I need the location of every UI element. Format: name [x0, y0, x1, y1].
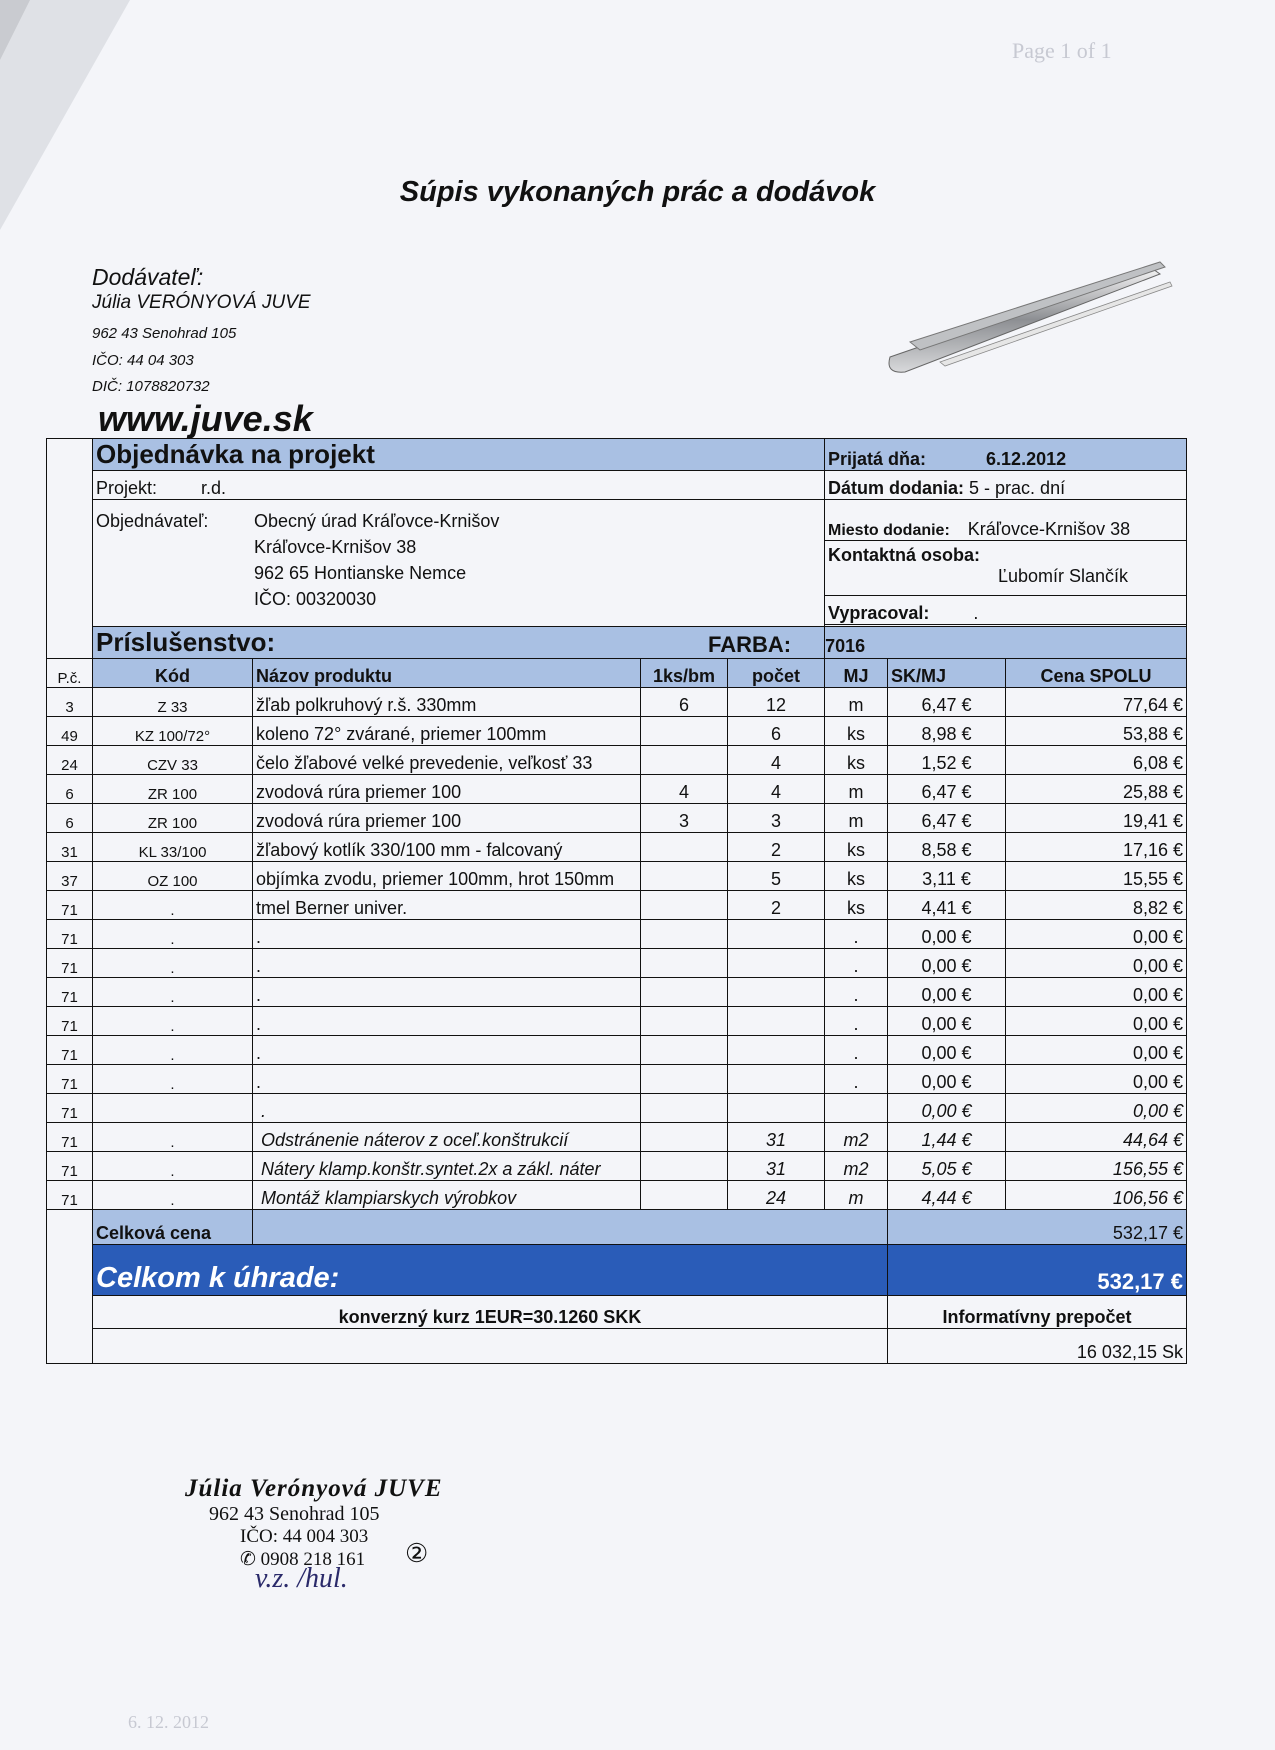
stamp-ico: IČO: 44 004 303 — [240, 1526, 369, 1547]
table-row — [47, 717, 1187, 746]
row-total: 0,00 € — [1006, 1065, 1187, 1094]
row-pieces — [641, 717, 728, 746]
delivery-place-cell — [825, 500, 1187, 541]
row-unit: m — [825, 804, 888, 833]
row-total: 0,00 € — [1006, 978, 1187, 1007]
col-pieces: 1ks/bm — [641, 659, 728, 688]
row-total: 19,41 € — [1006, 804, 1187, 833]
row-total: 77,64 € — [1006, 688, 1187, 717]
row-total: 25,88 € — [1006, 775, 1187, 804]
row-unit-price: 6,47 € — [888, 804, 1006, 833]
table-row — [47, 1152, 1187, 1181]
row-count: 4 — [728, 746, 825, 775]
row-product-name: . — [253, 920, 641, 949]
row-count — [728, 949, 825, 978]
row-product-name: Montáž klampiarskych výrobkov — [253, 1181, 641, 1210]
total-spacer — [253, 1210, 888, 1245]
bleed-through-page-number: Page 1 of 1 — [1012, 38, 1112, 63]
supplier-ico: IČO: 44 04 303 — [92, 352, 194, 369]
row-pieces — [641, 1123, 728, 1152]
row-pc: 24 — [47, 746, 93, 775]
prepared-cell — [825, 596, 1187, 625]
stamp-address: 962 43 Senohrad 105 — [209, 1503, 380, 1525]
row-pieces: 6 — [641, 688, 728, 717]
row-count: 5 — [728, 862, 825, 891]
row-pc: 49 — [47, 717, 93, 746]
color-cell — [708, 627, 1187, 659]
row-code: . — [93, 1123, 253, 1152]
row-code — [93, 1094, 253, 1123]
row-code: Z 33 — [93, 688, 253, 717]
row-unit-price: 0,00 € — [888, 1065, 1006, 1094]
row-product-name: . — [253, 1036, 641, 1065]
folded-corner-shadow — [0, 0, 30, 60]
row-code: . — [93, 949, 253, 978]
table-row — [47, 949, 1187, 978]
row-unit: ks — [825, 833, 888, 862]
row-code: . — [93, 891, 253, 920]
order-table — [46, 438, 1187, 1364]
row-product-name: . — [253, 949, 641, 978]
row-pc: 31 — [47, 833, 93, 862]
row-pieces — [641, 1152, 728, 1181]
row-unit: ks — [825, 717, 888, 746]
accessories-heading: Príslušenstvo: — [93, 627, 825, 659]
contact-cell — [825, 541, 1187, 596]
delivery-date-value: 5 - prac. dní — [969, 478, 1066, 498]
exchange-rate: konverzný kurz 1EUR=30.1260 SKK — [93, 1296, 888, 1329]
table-row — [47, 1094, 1187, 1123]
row-unit-price: 1,52 € — [888, 746, 1006, 775]
row-pc: 71 — [47, 949, 93, 978]
row-product-name: . — [253, 1007, 641, 1036]
row-product-name: . — [253, 978, 641, 1007]
row-product-name: tmel Berner univer. — [253, 891, 641, 920]
row-code: CZV 33 — [93, 746, 253, 775]
received-cell — [825, 439, 1187, 471]
row-code: . — [93, 1181, 253, 1210]
customer-line-1: Obecný úrad Kráľovce-Krnišov — [254, 511, 500, 531]
customer-cell — [93, 500, 825, 627]
row-count — [728, 920, 825, 949]
info-conversion-value: 16 032,15 Sk — [888, 1329, 1187, 1364]
row-unit-price: 3,11 € — [888, 862, 1006, 891]
row-unit-price: 8,98 € — [888, 717, 1006, 746]
customer-line-2: Kráľovce-Krnišov 38 — [254, 537, 417, 557]
row-pc: 37 — [47, 862, 93, 891]
row-unit: m2 — [825, 1123, 888, 1152]
row-pc: 71 — [47, 978, 93, 1007]
row-unit: m — [825, 1181, 888, 1210]
row-code: OZ 100 — [93, 862, 253, 891]
row-pc: 3 — [47, 688, 93, 717]
row-count — [728, 1036, 825, 1065]
table-row — [47, 775, 1187, 804]
row-product-name: Nátery klamp.konštr.syntet.2x a zákl. náter — [253, 1152, 641, 1181]
row-total: 8,82 € — [1006, 891, 1187, 920]
row-product-name: koleno 72° zvárané, priemer 100mm — [253, 717, 641, 746]
row-pc: 71 — [47, 891, 93, 920]
row-pieces — [641, 891, 728, 920]
row-pc: 71 — [47, 1152, 93, 1181]
project-label: Projekt: — [96, 478, 158, 498]
color-value: 7016 — [825, 636, 866, 656]
row-unit: m2 — [825, 1152, 888, 1181]
row-unit: . — [825, 978, 888, 1007]
row-unit-price: 0,00 € — [888, 920, 1006, 949]
row-code: KL 33/100 — [93, 833, 253, 862]
row-unit-price: 5,05 € — [888, 1152, 1006, 1181]
row-unit: . — [825, 1036, 888, 1065]
row-unit-price: 0,00 € — [888, 949, 1006, 978]
total-value: 532,17 € — [888, 1210, 1187, 1245]
customer-line-4: IČO: 00320030 — [254, 589, 377, 609]
row-count: 4 — [728, 775, 825, 804]
table-row — [47, 978, 1187, 1007]
row-pieces: 3 — [641, 804, 728, 833]
order-heading: Objednávka na projekt — [93, 439, 825, 471]
row-count: 6 — [728, 717, 825, 746]
totals-margin-cell — [47, 1210, 93, 1364]
total-label: Celková cena — [93, 1210, 253, 1245]
row-code: . — [93, 920, 253, 949]
row-pc: 71 — [47, 1036, 93, 1065]
row-code: ZR 100 — [93, 804, 253, 833]
col-total: Cena SPOLU — [1006, 659, 1187, 688]
row-pieces: 4 — [641, 775, 728, 804]
item-rows — [47, 688, 1187, 1210]
row-code: . — [93, 1007, 253, 1036]
signature-stamp — [185, 1475, 443, 1595]
row-product-name: žľab polkruhový r.š. 330mm — [253, 688, 641, 717]
row-code: . — [93, 978, 253, 1007]
color-label: FARBA: — [708, 632, 792, 657]
row-code: ZR 100 — [93, 775, 253, 804]
row-pieces — [641, 1065, 728, 1094]
bleed-through-date: 6. 12. 2012 — [128, 1712, 209, 1732]
row-pc: 71 — [47, 1094, 93, 1123]
row-product-name: žľabový kotlík 330/100 mm - falcovaný — [253, 833, 641, 862]
row-count: 3 — [728, 804, 825, 833]
conversion-spacer — [93, 1329, 888, 1364]
delivery-date-label: Dátum dodania: — [828, 478, 965, 498]
row-code: . — [93, 1036, 253, 1065]
row-total: 15,55 € — [1006, 862, 1187, 891]
row-unit-price: 6,47 € — [888, 775, 1006, 804]
table-row — [47, 920, 1187, 949]
table-row — [47, 833, 1187, 862]
row-product-name: . — [253, 1065, 641, 1094]
row-pieces — [641, 746, 728, 775]
row-pc: 71 — [47, 920, 93, 949]
row-unit-price: 0,00 € — [888, 1007, 1006, 1036]
row-total: 0,00 € — [1006, 1094, 1187, 1123]
delivery-date-cell — [825, 471, 1187, 500]
row-unit: . — [825, 1065, 888, 1094]
row-pieces — [641, 862, 728, 891]
row-unit-price: 4,41 € — [888, 891, 1006, 920]
row-total: 0,00 € — [1006, 1036, 1187, 1065]
prepared-label: Vypracoval: — [828, 603, 930, 623]
row-unit-price: 0,00 € — [888, 1094, 1006, 1123]
stamp-phone: ✆ 0908 218 161 — [240, 1549, 366, 1570]
row-count: 12 — [728, 688, 825, 717]
stamp-name: Júlia Verónyová JUVE — [185, 1475, 443, 1502]
row-pc: 71 — [47, 1007, 93, 1036]
supplier-website: www.juve.sk — [98, 398, 313, 439]
col-pc: P.č. — [47, 659, 93, 688]
row-product-name: Odstránenie náterov z oceľ.konštrukcií — [253, 1123, 641, 1152]
table-row — [47, 746, 1187, 775]
row-total: 44,64 € — [1006, 1123, 1187, 1152]
row-unit: m — [825, 775, 888, 804]
amount-due-label: Celkom k úhrade: — [93, 1245, 888, 1296]
row-unit: ks — [825, 862, 888, 891]
row-count — [728, 1094, 825, 1123]
customer-line-3: 962 65 Hontianske Nemce — [254, 563, 467, 583]
row-total: 0,00 € — [1006, 949, 1187, 978]
row-unit-price: 4,44 € — [888, 1181, 1006, 1210]
row-total: 6,08 € — [1006, 746, 1187, 775]
supplier-dic: DIČ: 1078820732 — [92, 378, 210, 395]
row-product-name: objímka zvodu, priemer 100mm, hrot 150mm — [253, 862, 641, 891]
row-total: 53,88 € — [1006, 717, 1187, 746]
row-total: 0,00 € — [1006, 1007, 1187, 1036]
supplier-label: Dodávateľ: — [92, 264, 204, 290]
received-value: 6.12.2012 — [986, 449, 1067, 469]
row-unit-price: 1,44 € — [888, 1123, 1006, 1152]
info-conversion-label: Informatívny prepočet — [888, 1296, 1187, 1329]
signature-scribble: v.z. /hul. — [255, 1563, 348, 1594]
row-pieces — [641, 978, 728, 1007]
row-total: 156,55 € — [1006, 1152, 1187, 1181]
table-row — [47, 891, 1187, 920]
project-cell — [93, 471, 825, 500]
row-count: 24 — [728, 1181, 825, 1210]
supplier-name: Júlia VERÓNYOVÁ JUVE — [92, 292, 311, 313]
row-pieces — [641, 1007, 728, 1036]
col-unit-price: SK/MJ — [888, 659, 1006, 688]
row-count: 2 — [728, 891, 825, 920]
col-count: počet — [728, 659, 825, 688]
row-product-name: čelo žľabové velké prevedenie, veľkosť 33 — [253, 746, 641, 775]
row-unit: . — [825, 920, 888, 949]
row-unit-price: 0,00 € — [888, 978, 1006, 1007]
row-total: 106,56 € — [1006, 1181, 1187, 1210]
row-count: 31 — [728, 1123, 825, 1152]
row-unit: . — [825, 949, 888, 978]
table-row — [47, 1181, 1187, 1210]
row-unit: m — [825, 688, 888, 717]
row-product-name: zvodová rúra priemer 100 — [253, 804, 641, 833]
supplier-address: 962 43 Senohrad 105 — [92, 325, 237, 342]
row-product-name: zvodová rúra priemer 100 — [253, 775, 641, 804]
delivery-place-value: Kráľovce-Krnišov 38 — [967, 519, 1131, 539]
row-pieces — [641, 1094, 728, 1123]
row-code: . — [93, 1065, 253, 1094]
row-pc: 71 — [47, 1181, 93, 1210]
row-pc: 6 — [47, 804, 93, 833]
row-code: KZ 100/72° — [93, 717, 253, 746]
row-pieces — [641, 833, 728, 862]
contact-value: Ľubomír Slančík — [998, 566, 1129, 586]
row-total: 17,16 € — [1006, 833, 1187, 862]
amount-due-value: 532,17 € — [888, 1245, 1187, 1296]
row-count — [728, 1007, 825, 1036]
table-row — [47, 1036, 1187, 1065]
col-code: Kód — [93, 659, 253, 688]
row-pieces — [641, 920, 728, 949]
row-unit: . — [825, 1007, 888, 1036]
row-unit: ks — [825, 891, 888, 920]
left-margin-cell — [47, 439, 93, 659]
contact-label: Kontaktná osoba: — [828, 545, 981, 565]
delivery-place-label: Miesto dodanie: — [828, 522, 950, 539]
table-row — [47, 1007, 1187, 1036]
table-row — [47, 862, 1187, 891]
row-pc: 71 — [47, 1123, 93, 1152]
row-pieces — [641, 1036, 728, 1065]
gutter-product-image — [860, 262, 1180, 382]
row-unit — [825, 1094, 888, 1123]
row-pieces — [641, 949, 728, 978]
received-label: Prijatá dňa: — [828, 449, 927, 469]
table-row — [47, 1123, 1187, 1152]
document-title: Súpis vykonaných prác a dodávok — [399, 176, 876, 208]
row-pc: 71 — [47, 1065, 93, 1094]
col-unit: MJ — [825, 659, 888, 688]
row-code: . — [93, 1152, 253, 1181]
row-count: 31 — [728, 1152, 825, 1181]
project-value: r.d. — [201, 478, 227, 498]
row-unit: ks — [825, 746, 888, 775]
row-count — [728, 978, 825, 1007]
row-count — [728, 1065, 825, 1094]
row-pc: 6 — [47, 775, 93, 804]
row-count: 2 — [728, 833, 825, 862]
col-product-name: Názov produktu — [253, 659, 641, 688]
prepared-value: . — [973, 603, 979, 623]
row-total: 0,00 € — [1006, 920, 1187, 949]
table-row — [47, 804, 1187, 833]
row-product-name: . — [253, 1094, 641, 1123]
customer-label: Objednávateľ: — [96, 511, 209, 531]
row-unit-price: 0,00 € — [888, 1036, 1006, 1065]
row-pieces — [641, 1181, 728, 1210]
row-unit-price: 6,47 € — [888, 688, 1006, 717]
stamp-mark: ② — [405, 1539, 429, 1568]
table-row — [47, 1065, 1187, 1094]
row-unit-price: 8,58 € — [888, 833, 1006, 862]
table-row — [47, 688, 1187, 717]
